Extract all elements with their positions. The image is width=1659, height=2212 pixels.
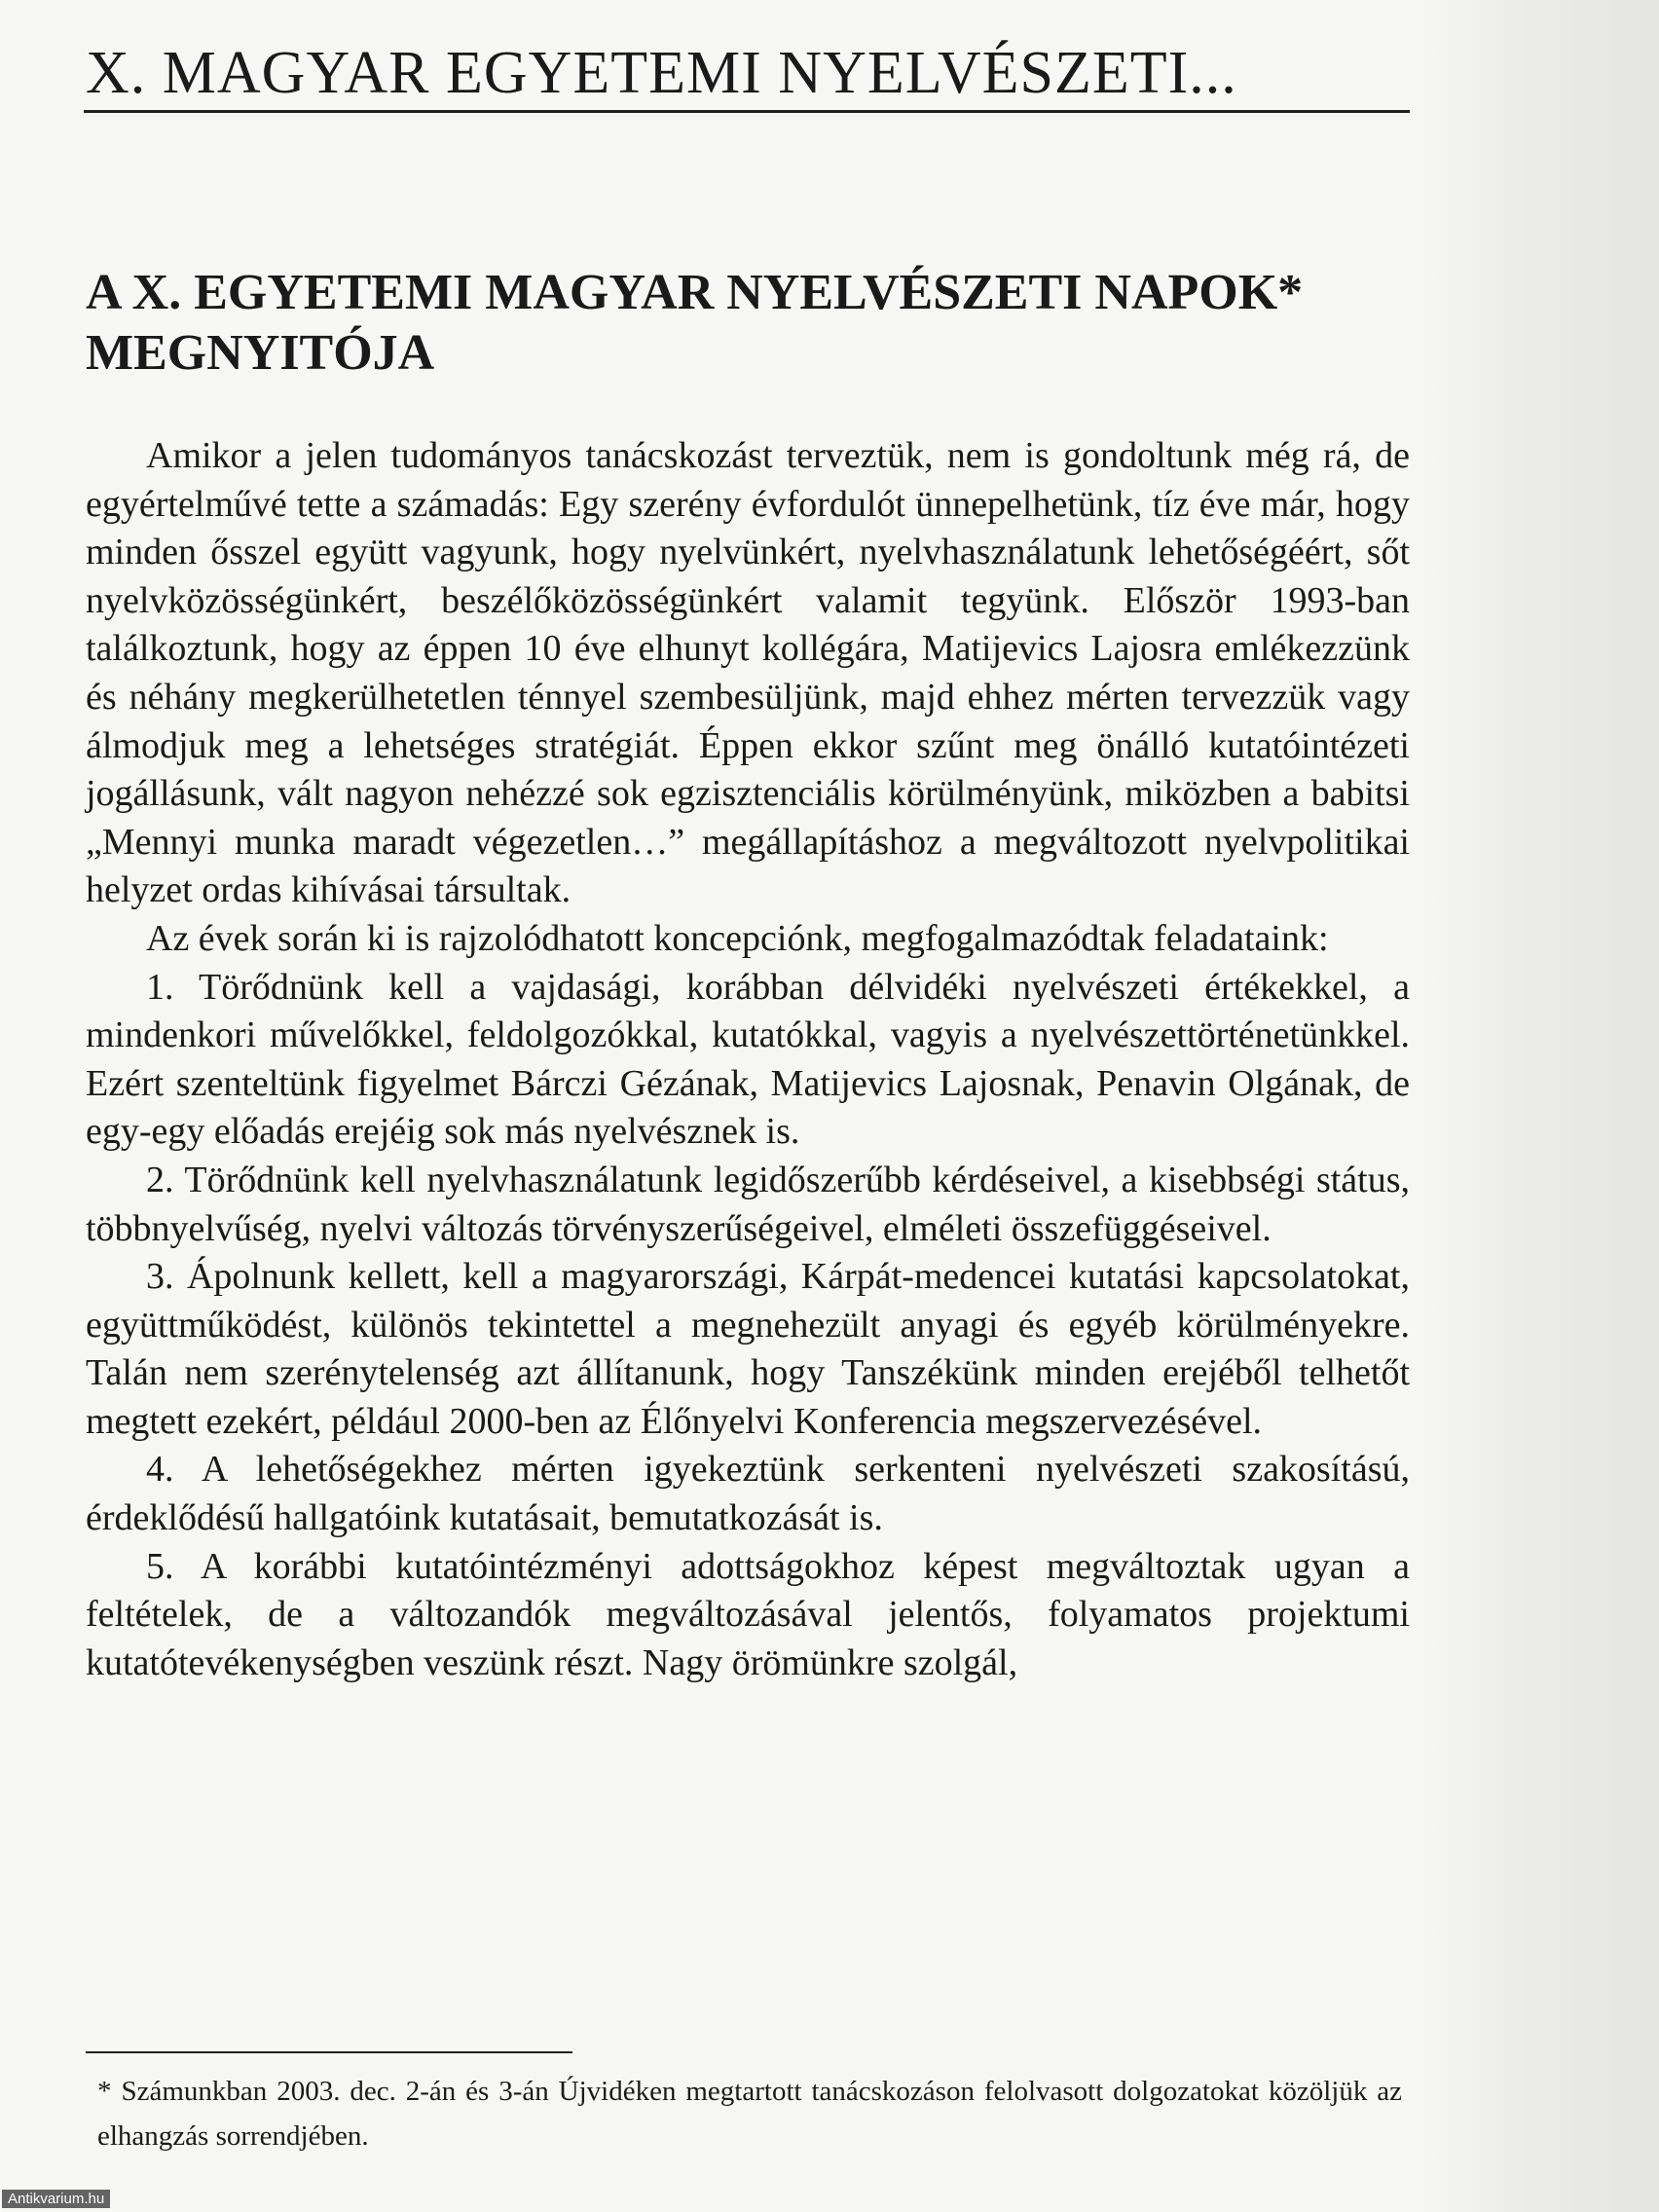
paragraph: 4. A lehetőségekhez mérten igyekeztünk serkenteni nyelvészeti szakosítású, érdeklődésű hallgatóink kutatásait, bemutatkozását is. — [86, 1449, 1410, 1539]
paragraph: Amikor a jelen tudományos tanácskozást terveztük, nem is gondoltunk még rá, de egyértelművé tette a számadás: Egy szerény évfordulót ünnepelhetünk, tíz éve már, hogy minden ősszel együtt vagyunk, hogy nyelvünkért, nyelvhasználatunk lehetőségéért, sőt nyelvközösségünkért, beszélőközösségünkért valamit tegyünk. Először 1993-ban találkoztunk, hogy az éppen 10 éve elhunyt kollégára, Matijevics Lajosra emlékezzünk és néhány megkerülhetetlen ténnyel szembesüljünk, majd ehhez mérten tervezzük vagy álmodjuk meg a lehetséges stratégiát. Éppen ekkor szűnt meg önálló kutatóintézeti jogállásunk, vált nagyon nehézzé sok egzisztenciális körülményünk, miközben a babitsi „Mennyi munka maradt végezetlen…” megállapításhoz a megváltozott nyelvpolitikai helyzet ordas kihívásai társultak. — [86, 435, 1410, 911]
running-head: X. MAGYAR EGYETEMI NYELVÉSZETI... — [86, 40, 1237, 106]
paragraph: Az évek során ki is rajzolódhatott koncepciónk, megfogalmazódtak feladataink: — [146, 917, 1329, 959]
article-body — [86, 432, 1410, 1687]
title-line-2: MEGNYITÓJA — [86, 325, 435, 381]
footnote-marker: * — [97, 2076, 112, 2107]
footnote-text: Számunkban 2003. dec. 2-án és 3-án Újvidéken megtartott tanácskozáson felolvasott dolgozatokat közöljük az elhangzás sorrendjében. — [97, 2076, 1402, 2152]
article-title — [86, 263, 1429, 384]
facing-page-bleed — [1416, 0, 1659, 2212]
header-rule — [84, 110, 1410, 113]
watermark: Antikvarium.hu — [2, 2190, 110, 2208]
paragraph: 3. Ápolnunk kellett, kell a magyarországi, Kárpát-medencei kutatási kapcsolatokat, együttműködést, különös tekintettel a megnehezült anyagi és egyéb körülményekre. Talán nem szerénytelenség azt állítanunk, hogy Tanszékünk minden erejéből telhetőt megtett ezekért, például 2000-ben az Élőnyelvi Konferencia megszervezésével. — [86, 1256, 1410, 1442]
paragraph: 5. A korábbi kutatóintézményi adottságokhoz képest megváltoztak ugyan a feltételek, de a változandók megváltozásával jelentős, folyamatos projektumi kutatótevékenységben veszünk részt. Nagy örömünkre szolgál, — [86, 1545, 1410, 1683]
footnote — [97, 2069, 1402, 2158]
title-line-1: A X. EGYETEMI MAGYAR NYELVÉSZETI NAPOK* — [86, 265, 1304, 320]
paragraph: 1. Törődnünk kell a vajdasági, korábban délvidéki nyelvészeti értékekkel, a mindenkori művelőkkel, feldolgozókkal, kutatókkal, vagyis a nyelvészettörténetünkkel. Ezért szenteltünk figyelmet Bárczi Gézának, Matijevics Lajosnak, Penavin Olgának, de egy-egy előadás erejéig sok más nyelvésznek is. — [86, 966, 1410, 1153]
footnote-rule — [86, 2051, 572, 2053]
paragraph: 2. Törődnünk kell nyelvhasználatunk legidőszerűbb kérdéseivel, a kisebbségi státus, többnyelvűség, nyelvi változás törvényszerűségeivel, elméleti összefüggéseivel. — [86, 1159, 1410, 1249]
